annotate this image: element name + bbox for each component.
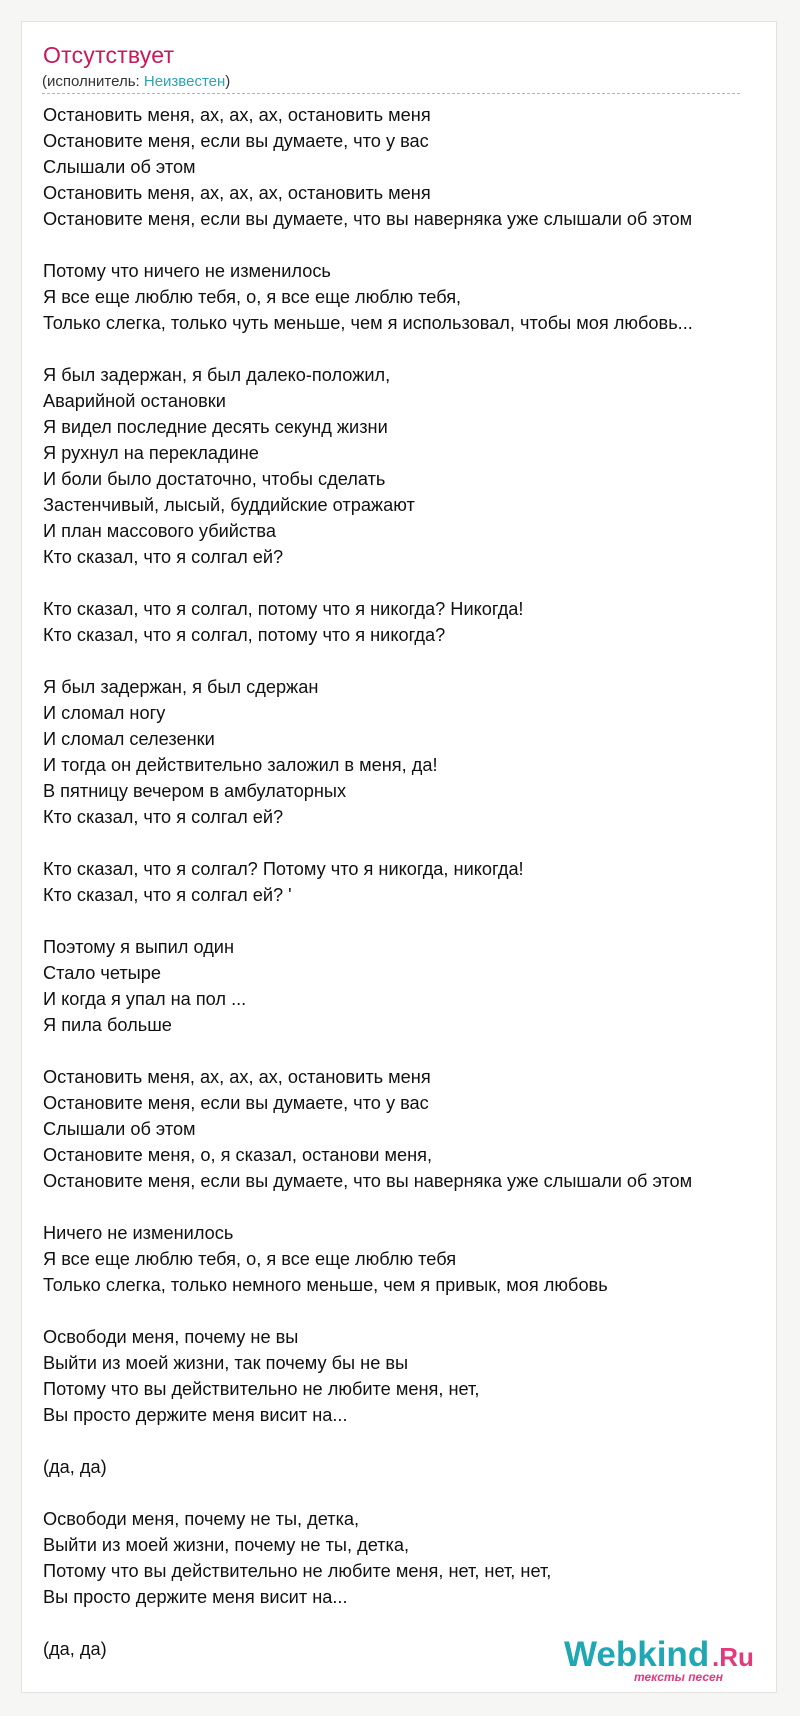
- logo-mark: [564, 1635, 754, 1684]
- lyric-line: Остановить меня, ах, ах, ах, остановить меня: [43, 183, 431, 203]
- stanza-break: [43, 570, 763, 596]
- lyric-line: И сломал ногу: [43, 703, 166, 723]
- lyric-line: Ничего не изменилось: [43, 1223, 234, 1243]
- stanza-break: [43, 1298, 763, 1324]
- lyric-line: Вы просто держите меня висит на...: [43, 1405, 348, 1425]
- lyric-line: Застенчивый, лысый, буддийские отражают: [43, 495, 415, 515]
- lyrics-card: [21, 21, 777, 1693]
- lyric-line: (да, да): [43, 1457, 107, 1477]
- lyric-line: Только слегка, только чуть меньше, чем я использовал, чтобы моя любовь...: [43, 313, 693, 333]
- stanza-break: [43, 830, 763, 856]
- stanza-break: [43, 908, 763, 934]
- stanza-break: [43, 1038, 763, 1064]
- stanza-break: [43, 1428, 763, 1454]
- lyric-line: Потому что ничего не изменилось: [43, 261, 331, 281]
- lyric-line: Слышали об этом: [43, 157, 196, 177]
- lyric-line: Стало четыре: [43, 963, 161, 983]
- lyric-line: И тогда он действительно заложил в меня, да!: [43, 755, 438, 775]
- lyric-line: Остановить меня, ах, ах, ах, остановить меня: [43, 105, 431, 125]
- lyric-line: Остановите меня, о, я сказал, останови меня,: [43, 1145, 433, 1165]
- lyric-line: Освободи меня, почему не ты, детка,: [43, 1509, 360, 1529]
- stanza-break: [43, 648, 763, 674]
- lyric-line: Кто сказал, что я солгал, потому что я никогда? Никогда!: [43, 599, 524, 619]
- lyric-line: И когда я упал на пол ...: [43, 989, 247, 1009]
- lyric-line: Я все еще люблю тебя, о, я все еще люблю тебя,: [43, 287, 462, 307]
- stanza-break: [43, 336, 763, 362]
- lyric-line: Кто сказал, что я солгал ей?: [43, 547, 284, 567]
- stanza-break: [43, 1194, 763, 1220]
- artist-link[interactable]: Неизвестен: [143, 73, 226, 90]
- webkind-logo[interactable]: [560, 1630, 770, 1686]
- lyric-line: Остановить меня, ах, ах, ах, остановить меня: [43, 1067, 431, 1087]
- lyric-line: Я был задержан, я был сдержан: [43, 677, 319, 697]
- lyric-line: Остановите меня, если вы думаете, что у вас: [43, 1093, 429, 1113]
- lyric-line: Остановите меня, если вы думаете, что у вас: [43, 131, 429, 151]
- lyric-line: Вы просто держите меня висит на...: [43, 1587, 348, 1607]
- lyric-line: Остановите меня, если вы думаете, что вы наверняка уже слышали об этом: [43, 209, 693, 229]
- lyric-line: Аварийной остановки: [43, 391, 226, 411]
- artist-suffix: ): [225, 73, 231, 90]
- lyric-line: Я видел последние десять секунд жизни: [43, 417, 388, 437]
- header-divider: [42, 93, 740, 94]
- lyric-line: Поэтому я выпил один: [43, 937, 235, 957]
- lyric-line: Я рухнул на перекладине: [43, 443, 259, 463]
- lyric-line: Кто сказал, что я солгал ей?: [43, 807, 284, 827]
- logo-brand-text: Webkind: [564, 1635, 710, 1674]
- lyric-line: Я был задержан, я был далеко-положил,: [43, 365, 391, 385]
- lyric-line: Освободи меня, почему не вы: [43, 1327, 299, 1347]
- lyric-line: Я пила больше: [43, 1015, 172, 1035]
- song-title: Отсутствует: [43, 42, 175, 68]
- lyric-line: В пятницу вечером в амбулаторных: [43, 781, 347, 801]
- lyric-line: Выйти из моей жизни, так почему бы не вы: [43, 1353, 409, 1373]
- lyric-line: Выйти из моей жизни, почему не ты, детка,: [43, 1535, 410, 1555]
- lyric-line: Потому что вы действительно не любите меня, нет, нет, нет,: [43, 1561, 552, 1581]
- lyric-line: Кто сказал, что я солгал ей? ': [43, 885, 292, 905]
- lyric-line: Остановите меня, если вы думаете, что вы наверняка уже слышали об этом: [43, 1171, 693, 1191]
- lyric-line: Потому что вы действительно не любите меня, нет,: [43, 1379, 480, 1399]
- lyric-line: И сломал селезенки: [43, 729, 215, 749]
- logo-tld-text: .Ru: [712, 1642, 754, 1672]
- logo-tagline-text: тексты песен: [634, 1670, 723, 1684]
- artist-prefix: (исполнитель:: [42, 73, 144, 90]
- lyric-line: И боли было достаточно, чтобы сделать: [43, 469, 386, 489]
- lyrics-text: [43, 102, 763, 1662]
- lyric-line: Кто сказал, что я солгал, потому что я никогда?: [43, 625, 446, 645]
- stanza-break: [43, 1480, 763, 1506]
- artist-line: [42, 73, 230, 90]
- lyric-line: Кто сказал, что я солгал? Потому что я никогда, никогда!: [43, 859, 524, 879]
- lyric-line: Я все еще люблю тебя, о, я все еще люблю тебя: [43, 1249, 457, 1269]
- lyric-line: Только слегка, только немного меньше, чем я привык, моя любовь: [43, 1275, 608, 1295]
- lyric-line: Слышали об этом: [43, 1119, 196, 1139]
- lyric-line: И план массового убийства: [43, 521, 276, 541]
- stanza-break: [43, 232, 763, 258]
- lyric-line: (да, да): [43, 1639, 107, 1659]
